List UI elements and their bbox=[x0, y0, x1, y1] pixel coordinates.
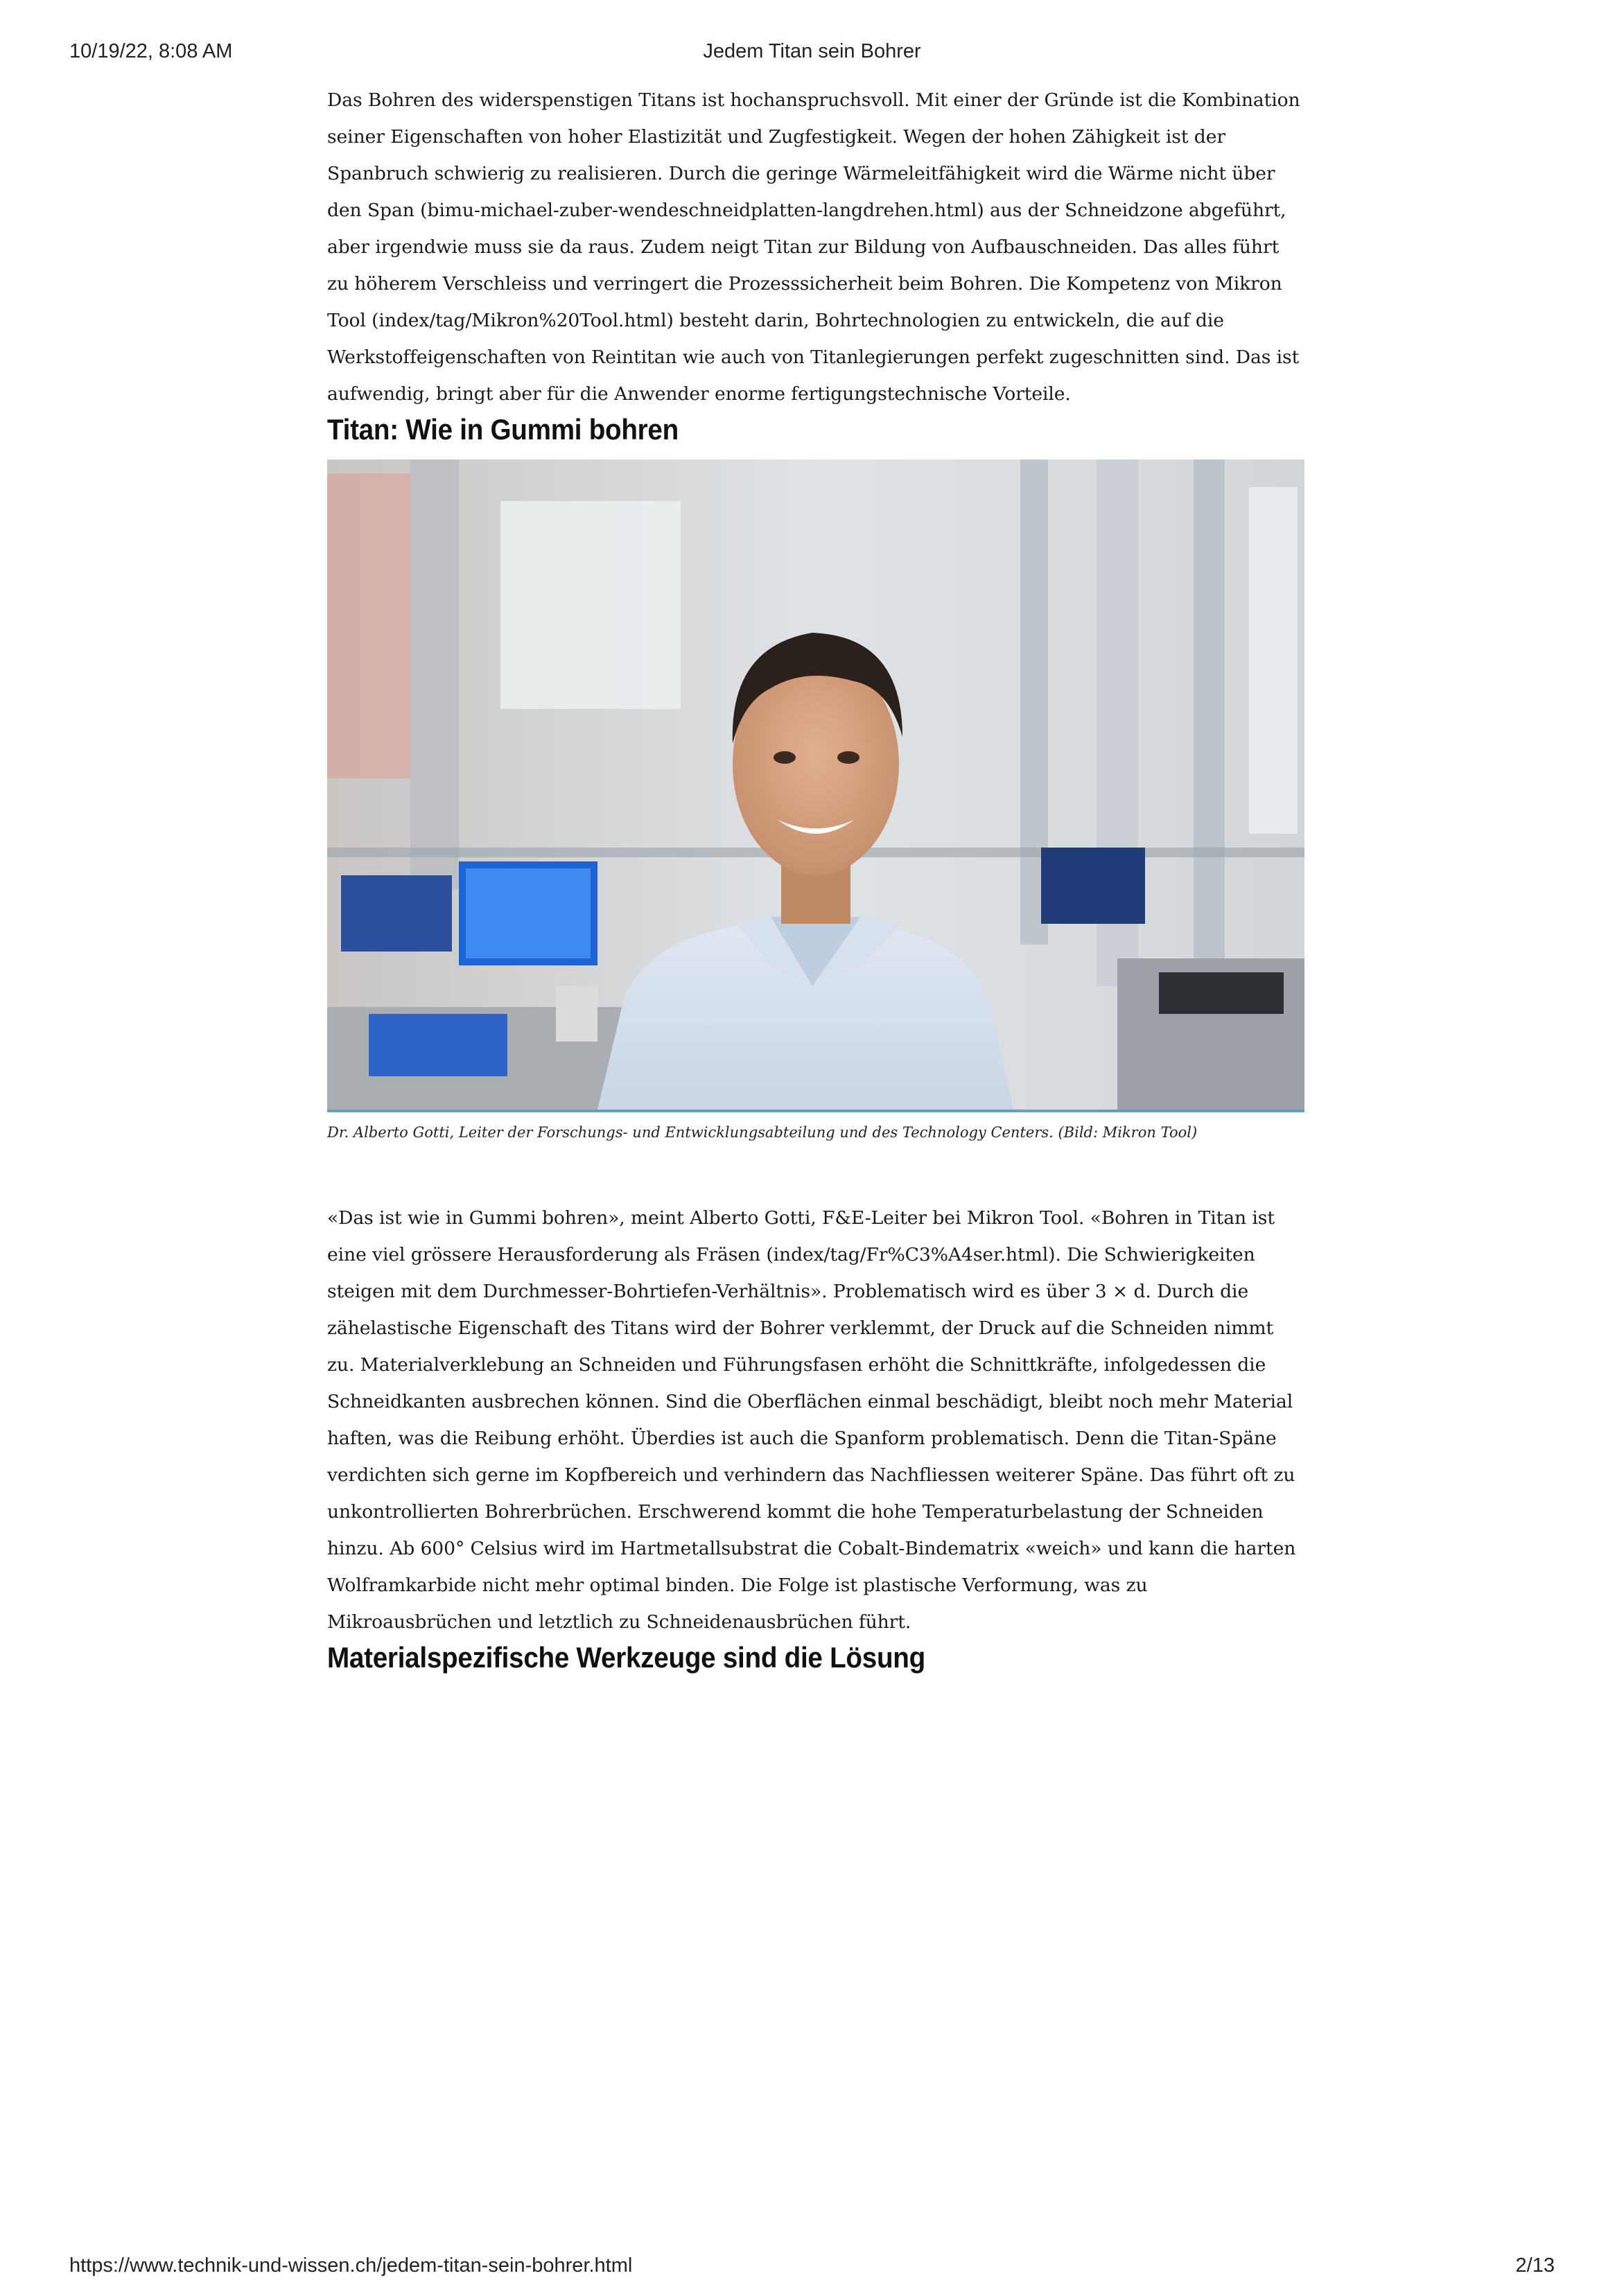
print-url: https://www.technik-und-wissen.ch/jedem-titan-sein-bohrer.html bbox=[69, 2254, 633, 2277]
section-heading: Titan: Wie in Gummi bohren bbox=[327, 413, 679, 446]
print-datetime: 10/19/22, 8:08 AM bbox=[69, 40, 233, 62]
portrait-photo bbox=[327, 459, 1304, 1110]
caption-rule bbox=[327, 1110, 1304, 1112]
section-heading: Materialspezifische Werkzeuge sind die Lösung bbox=[327, 1641, 925, 1674]
print-page-title: Jedem Titan sein Bohrer bbox=[703, 40, 921, 62]
print-header bbox=[0, 40, 1624, 68]
print-page-number: 2/13 bbox=[1515, 2254, 1555, 2277]
article-body bbox=[327, 82, 1304, 1675]
article-paragraph: Das Bohren des widerspenstigen Titans ist hochanspruchsvoll. Mit einer der Gründe ist die Kombination seiner Eigenschaften von hoher Elastizität und Zugfestigkeit. Wegen der hohen Zähigkeit ist der Spanbruch schwierig zu realisieren. Durch die geringe Wärmeleitfähigkeit wird die Wärme nicht über den Span (bimu-michael-zuber-wendeschneidplatten-langdrehen.html) aus der Schneidzone abgeführt, aber irgendwie muss sie da raus. Zudem neigt Titan zur Bildung von Aufbauschneiden. Das alles führt zu höherem Verschleiss und verringert die Prozesssicherheit beim Bohren. Die Kompetenz von Mikron Tool (index/tag/Mikron%20Tool.html) besteht darin, Bohrtechnologien zu entwickeln, die auf die Werkstoffeigenschaften von Reintitan wie auch von Titanlegierungen perfekt zugeschnitten sind. Das ist aufwendig, bringt aber für die Anwender enorme fertigungstechnische Vorteile. bbox=[327, 89, 1300, 405]
article-figure bbox=[327, 459, 1304, 1143]
article-paragraph: «Das ist wie in Gummi bohren», meint Alberto Gotti, F&E-Leiter bei Mikron Tool. «Bohren in Titan ist eine viel grössere Herausforderung als Fräsen (index/tag/Fr%C3%A4ser.html). Die Schwierigkeiten steigen mit dem Durchmesser-Bohrtiefen-Verhältnis». Problematisch wird es über 3 × d. Durch die zähelastische Eigenschaft des Titans wird der Bohrer verklemmt, der Druck auf die Schneiden nimmt zu. Materialverklebung an Schneiden und Führungsfasen erhöht die Schnittkräfte, infolgedessen die Schneidkanten ausbrechen können. Sind die Oberflächen einmal beschädigt, bleibt noch mehr Material haften, was die Reibung erhöht. Überdies ist auch die Spanform problematisch. Denn die Titan-Späne verdichten sich gerne im Kopfbereich und verhindern das Nachfliessen weiterer Späne. Das führt oft zu unkontrollierten Bohrerbrüchen. Erschwerend kommt die hohe Temperaturbelastung der Schneiden hinzu. Ab 600° Celsius wird im Hartmetallsubstrat die Cobalt-Bindematrix «weich» und kann die harten Wolframkarbide nicht mehr optimal binden. Die Folge ist plastische Verformung, was zu Mikroausbrüchen und letztlich zu Schneidenausbrüchen führt. bbox=[327, 1207, 1296, 1633]
print-footer bbox=[0, 2254, 1624, 2282]
figure-caption: Dr. Alberto Gotti, Leiter der Forschungs- und Entwicklungsabteilung und des Technology Centers. (Bild: Mikron Tool) bbox=[327, 1124, 1198, 1141]
